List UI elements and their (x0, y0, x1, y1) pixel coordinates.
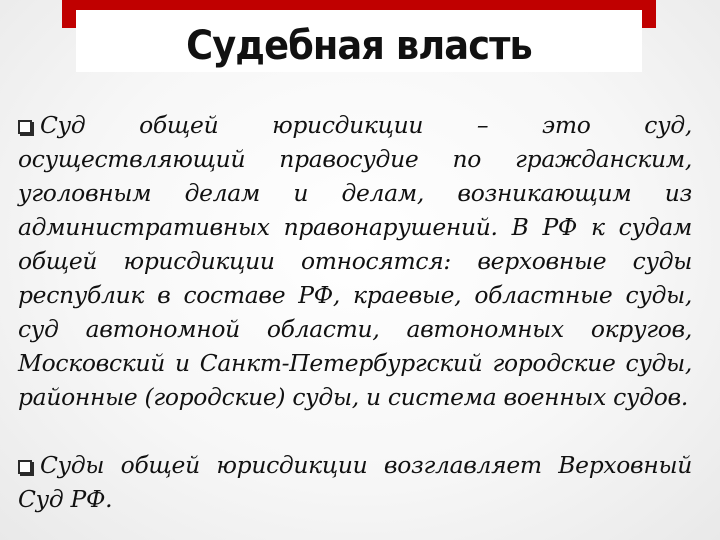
square-bullet-icon (18, 460, 32, 474)
paragraph-1-text: Суд общей юрисдикции – это суд, осуществляющий правосудие по гражданским, уголовным делам и делам, возникающим из административных правонарушений. В РФ к судам общей юрисдикции относятся: верховные суды республик в составе РФ, краевые, областные суды, суд автономной области, автономных округов, Московский и Санкт-Петербургский городские суды, районные (городские) суды, и система военных судов. (18, 111, 692, 411)
slide-body (18, 108, 692, 516)
paragraph-2-text: Суды общей юрисдикции возглавляет Верховный Суд РФ. (18, 451, 692, 513)
paragraph-1 (18, 108, 692, 414)
title-banner (62, 0, 656, 72)
title-box (76, 10, 642, 72)
title-accent-bar (62, 0, 656, 10)
paragraph-2 (18, 448, 692, 516)
title-accent-right (642, 0, 656, 28)
slide-title: Судебная власть (186, 23, 532, 69)
title-accent-left (62, 0, 76, 28)
square-bullet-icon (18, 120, 32, 134)
